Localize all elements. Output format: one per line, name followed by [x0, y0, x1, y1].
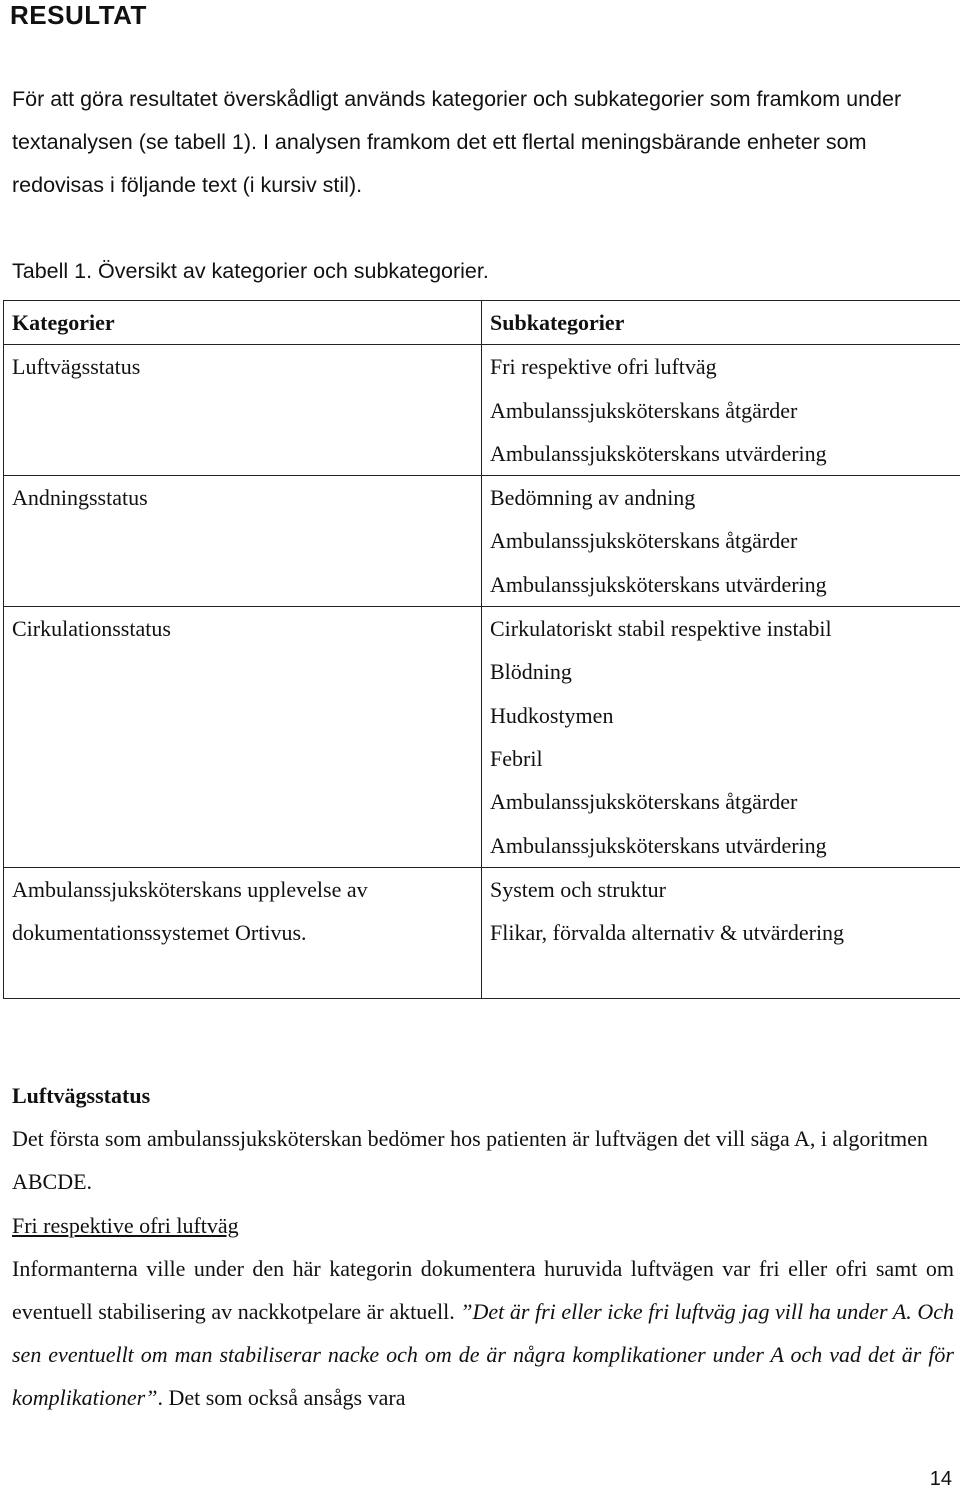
table-header-row — [4, 301, 960, 345]
subcategory-cell — [482, 607, 960, 868]
subcategory-item: Febril — [490, 745, 543, 771]
category-cell — [4, 867, 482, 998]
subcategory-cell — [482, 476, 960, 607]
table-row — [4, 607, 960, 868]
page-number: 14 — [929, 1468, 952, 1490]
subcategory-item: System och struktur — [490, 876, 666, 902]
header-subcategories: Subkategorier — [482, 301, 960, 345]
subcategory-item: Ambulanssjuksköterskans utvärdering — [490, 571, 827, 597]
intro-paragraph — [12, 78, 942, 207]
category-label: Ambulanssjuksköterskans upplevelse av — [12, 876, 368, 902]
subcategory-item: Ambulanssjuksköterskans utvärdering — [490, 832, 827, 858]
subcategory-item: Ambulanssjuksköterskans åtgärder — [490, 528, 798, 554]
subcategory-item: Flikar, förvalda alternativ & utvärdering — [490, 920, 845, 946]
table-row — [4, 867, 960, 998]
category-label: Luftvägsstatus — [12, 354, 141, 380]
airway-section — [12, 1074, 954, 1420]
intro-line: textanalysen (se tabell 1). I analysen framkom det ett flertal meningsbärande enheter som — [12, 130, 867, 154]
subcategory-item: Ambulanssjuksköterskans åtgärder — [490, 397, 798, 423]
table-row — [4, 345, 960, 476]
intro-line: redovisas i följande text (i kursiv stil). — [12, 173, 363, 197]
paragraph-text: . Det som också ansågs vara — [157, 1385, 406, 1411]
category-cell — [4, 476, 482, 607]
subcategory-item: Hudkostymen — [490, 702, 614, 728]
subcategory-item: Fri respektive ofri luftväg — [490, 354, 717, 380]
subcategory-item: Bedömning av andning — [490, 485, 696, 511]
subcategory-cell — [482, 867, 960, 998]
section-title: Luftvägsstatus — [12, 1083, 151, 1108]
category-cell — [4, 345, 482, 476]
category-label: Cirkulationsstatus — [12, 616, 171, 642]
table-caption: Tabell 1. Översikt av kategorier och subkategorier. — [12, 259, 489, 283]
category-label: dokumentationssystemet Ortivus. — [12, 920, 307, 946]
body-paragraph — [12, 1247, 954, 1420]
subcategory-cell — [482, 345, 960, 476]
subcategory-item: Cirkulatoriskt stabil respektive instabil — [490, 616, 832, 642]
category-label: Andningsstatus — [12, 485, 148, 511]
intro-line: För att göra resultatet överskådligt används kategorier och subkategorier som framkom under — [12, 87, 902, 111]
header-categories: Kategorier — [4, 301, 482, 345]
category-cell — [4, 607, 482, 868]
subsection-title: Fri respektive ofri luftväg — [12, 1212, 239, 1238]
section-heading: RESULTAT — [10, 0, 147, 30]
subcategory-item: Ambulanssjuksköterskans åtgärder — [490, 789, 798, 815]
informant-quote: ”Det är fri eller icke fri luftväg jag vill ha under A. Och sen eventuellt om man stabiliserar nacke och om de är några komplikationer under A och vad det är för komplikationer” — [12, 1299, 954, 1411]
body-paragraph: Det första som ambulanssjuksköterskan bedömer hos patienten är luftvägen det vill säga A, i algoritmen ABCDE. — [12, 1126, 928, 1195]
category-table — [3, 300, 960, 999]
table-row — [4, 476, 960, 607]
subcategory-item: Ambulanssjuksköterskans utvärdering — [490, 440, 827, 466]
paragraph-text: Informanterna ville under den här kategorin dokumentera huruvida luftvägen var fri eller ofri samt om eventuell stabilisering av nackkotpelare är aktuell. — [12, 1255, 954, 1325]
subcategory-item: Blödning — [490, 659, 572, 685]
